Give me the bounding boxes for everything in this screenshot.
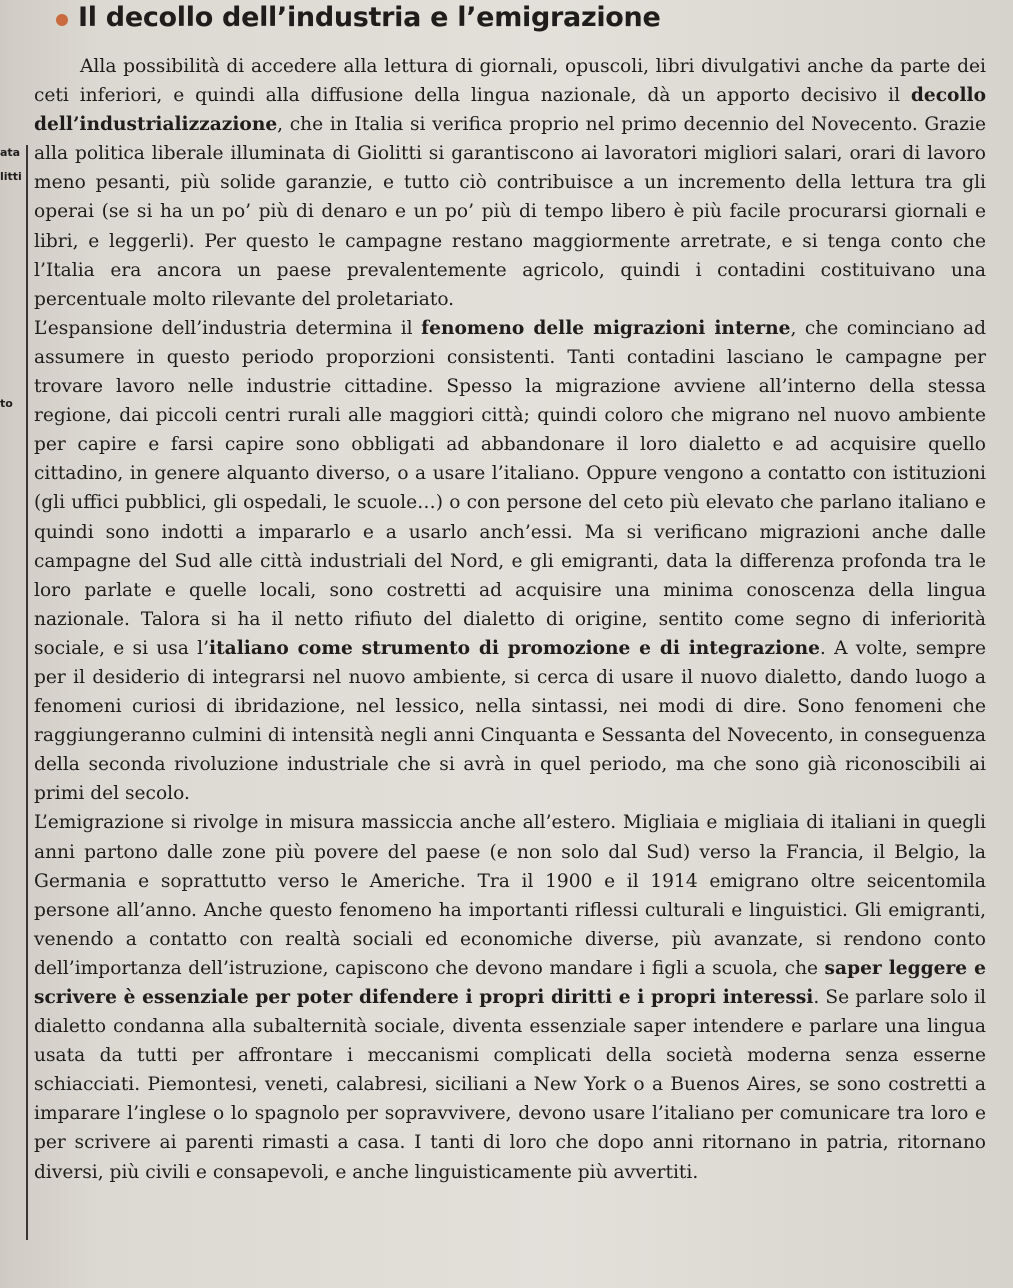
margin-note-2: litti bbox=[0, 170, 22, 183]
paragraph-1-emphasis: decollo dell’industrializzazione bbox=[34, 85, 986, 136]
paragraph-1-text-a: Alla possibilità di accedere alla lettura di giornali, opuscoli, libri divulgativi anche da parte dei ceti inferiori, e quindi alla diffusione della lingua nazionale, dà un apporto decisivo il bbox=[34, 56, 986, 107]
paragraph-2-emphasis-2: italiano come strumento di promozione e di integrazione bbox=[209, 637, 820, 659]
paragraph-2-emphasis-1: fenomeno delle migrazioni interne bbox=[421, 317, 791, 339]
paragraph-3-text-b: . Se parlare solo il dialetto condanna alla subalternità sociale, diventa essenziale saper intendere e parlare una lingua usata da tutti per affrontare i meccanismi complicati della società moderna senza esserne schiacciati. Piemontesi, veneti, calabresi, siciliani a New York o a Buenos Aires, se sono costretti a imparare l’inglese o lo spagnolo per sopravvivere, devono usare l’italiano per comunicare tra loro e per scrivere ai parenti rimasti a casa. I tanti di loro che dopo anni ritornano in patria, ritornano diversi, più civili e consapevoli, e anche linguisticamente più avvertiti. bbox=[34, 987, 986, 1183]
paragraph-2 bbox=[34, 314, 986, 809]
paragraph-1-text-b: , che in Italia si verifica proprio nel primo decennio del Novecento. Grazie alla politica liberale illuminata di Giolitti si garantiscono ai lavoratori migliori salari, orari di lavoro meno pesanti, più solide garanzie, e tutto ciò contribuisce a un incremento della lettura tra gli operai (se si ha un po’ più di denaro e un po’ più di tempo libero è più facile procurarsi giornali e libri, e leggerli). Per questo le campagne restano maggiormente arretrate, e si tenga conto che l’Italia era ancora un paese prevalentemente agricolo, quindi i contadini costituivano una percentuale molto rilevante del proletariato. bbox=[34, 114, 986, 310]
paragraph-2-text-a: L’espansione dell’industria determina il bbox=[34, 317, 422, 339]
paragraph-3-emphasis: saper leggere e scrivere è essenziale per poter difendere i propri diritti e i propri interessi bbox=[34, 957, 986, 1008]
round-bullet-icon bbox=[56, 14, 68, 26]
body-text bbox=[34, 52, 986, 1187]
paragraph-2-text-c: . A volte, sempre per il desiderio di integrarsi nel nuovo ambiente, si cerca di usare il nuovo dialetto, dando luogo a fenomeni curiosi di ibridazione, nel lessico, nella sintassi, nei modi di dire. Sono fenomeni che raggiungeranno culmini di intensità negli anni Cinquanta e Sessanta del Novecento, in conseguenza della seconda rivoluzione industriale che si avrà in quel periodo, ma che sono già riconoscibili ai primi del secolo. bbox=[34, 637, 987, 805]
paragraph-3 bbox=[34, 808, 986, 1186]
paragraph-2-text-b: , che cominciano ad assumere in questo periodo proporzioni consistenti. Tanti contadini lasciano le campagne per trovare lavoro nelle industrie cittadine. Spesso la migrazione avviene all’interno della stessa regione, dai piccoli centri rurali alle maggiori città; quindi coloro che migrano nel nuovo ambiente per capire e farsi capire sono obbligati ad abbandonare il loro dialetto e ad acquisire quello cittadino, in genere alquanto diverso, o a usare l’italiano. Oppure vengono a contatto con istituzioni (gli uffici pubblici, gli ospedali, le scuole…) o con persone del ceto più elevato che parlano italiano e quindi sono indotti a impararlo e a usarlo anch’essi. Ma si verificano migrazioni anche dalle campagne del Sud alle città industriali del Nord, e gli emigranti, data la differenza profonda tra le loro parlate e quelle locali, sono costretti ad acquisire una minima conoscenza della lingua nazionale. Talora si ha il netto rifiuto del dialetto di origine, sentito come segno di inferiorità sociale, e si usa l’ bbox=[34, 317, 986, 659]
margin-note-3: to bbox=[0, 397, 13, 410]
paragraph-1 bbox=[34, 52, 986, 314]
section-title: Il decollo dell’industria e l’emigrazione bbox=[78, 2, 661, 33]
margin-note-1: ata bbox=[0, 146, 21, 159]
margin-rule bbox=[26, 145, 28, 1240]
section-header bbox=[56, 2, 661, 33]
paragraph-3-text-a: L’emigrazione si rivolge in misura massiccia anche all’estero. Migliaia e migliaia di italiani in quegli anni partono dalle zone più povere del paese (e non solo dal Sud) verso la Francia, il Belgio, la Germania e soprattutto verso le Americhe. Tra il 1900 e il 1914 emigrano oltre seicentomila persone all’anno. Anche questo fenomeno ha importanti riflessi culturali e linguistici. Gli emigranti, venendo a contatto con realtà sociali ed economiche diverse, più avanzate, si rendono conto dell’importanza dell’istruzione, capiscono che devono mandare i figli a scuola, che bbox=[34, 812, 986, 979]
